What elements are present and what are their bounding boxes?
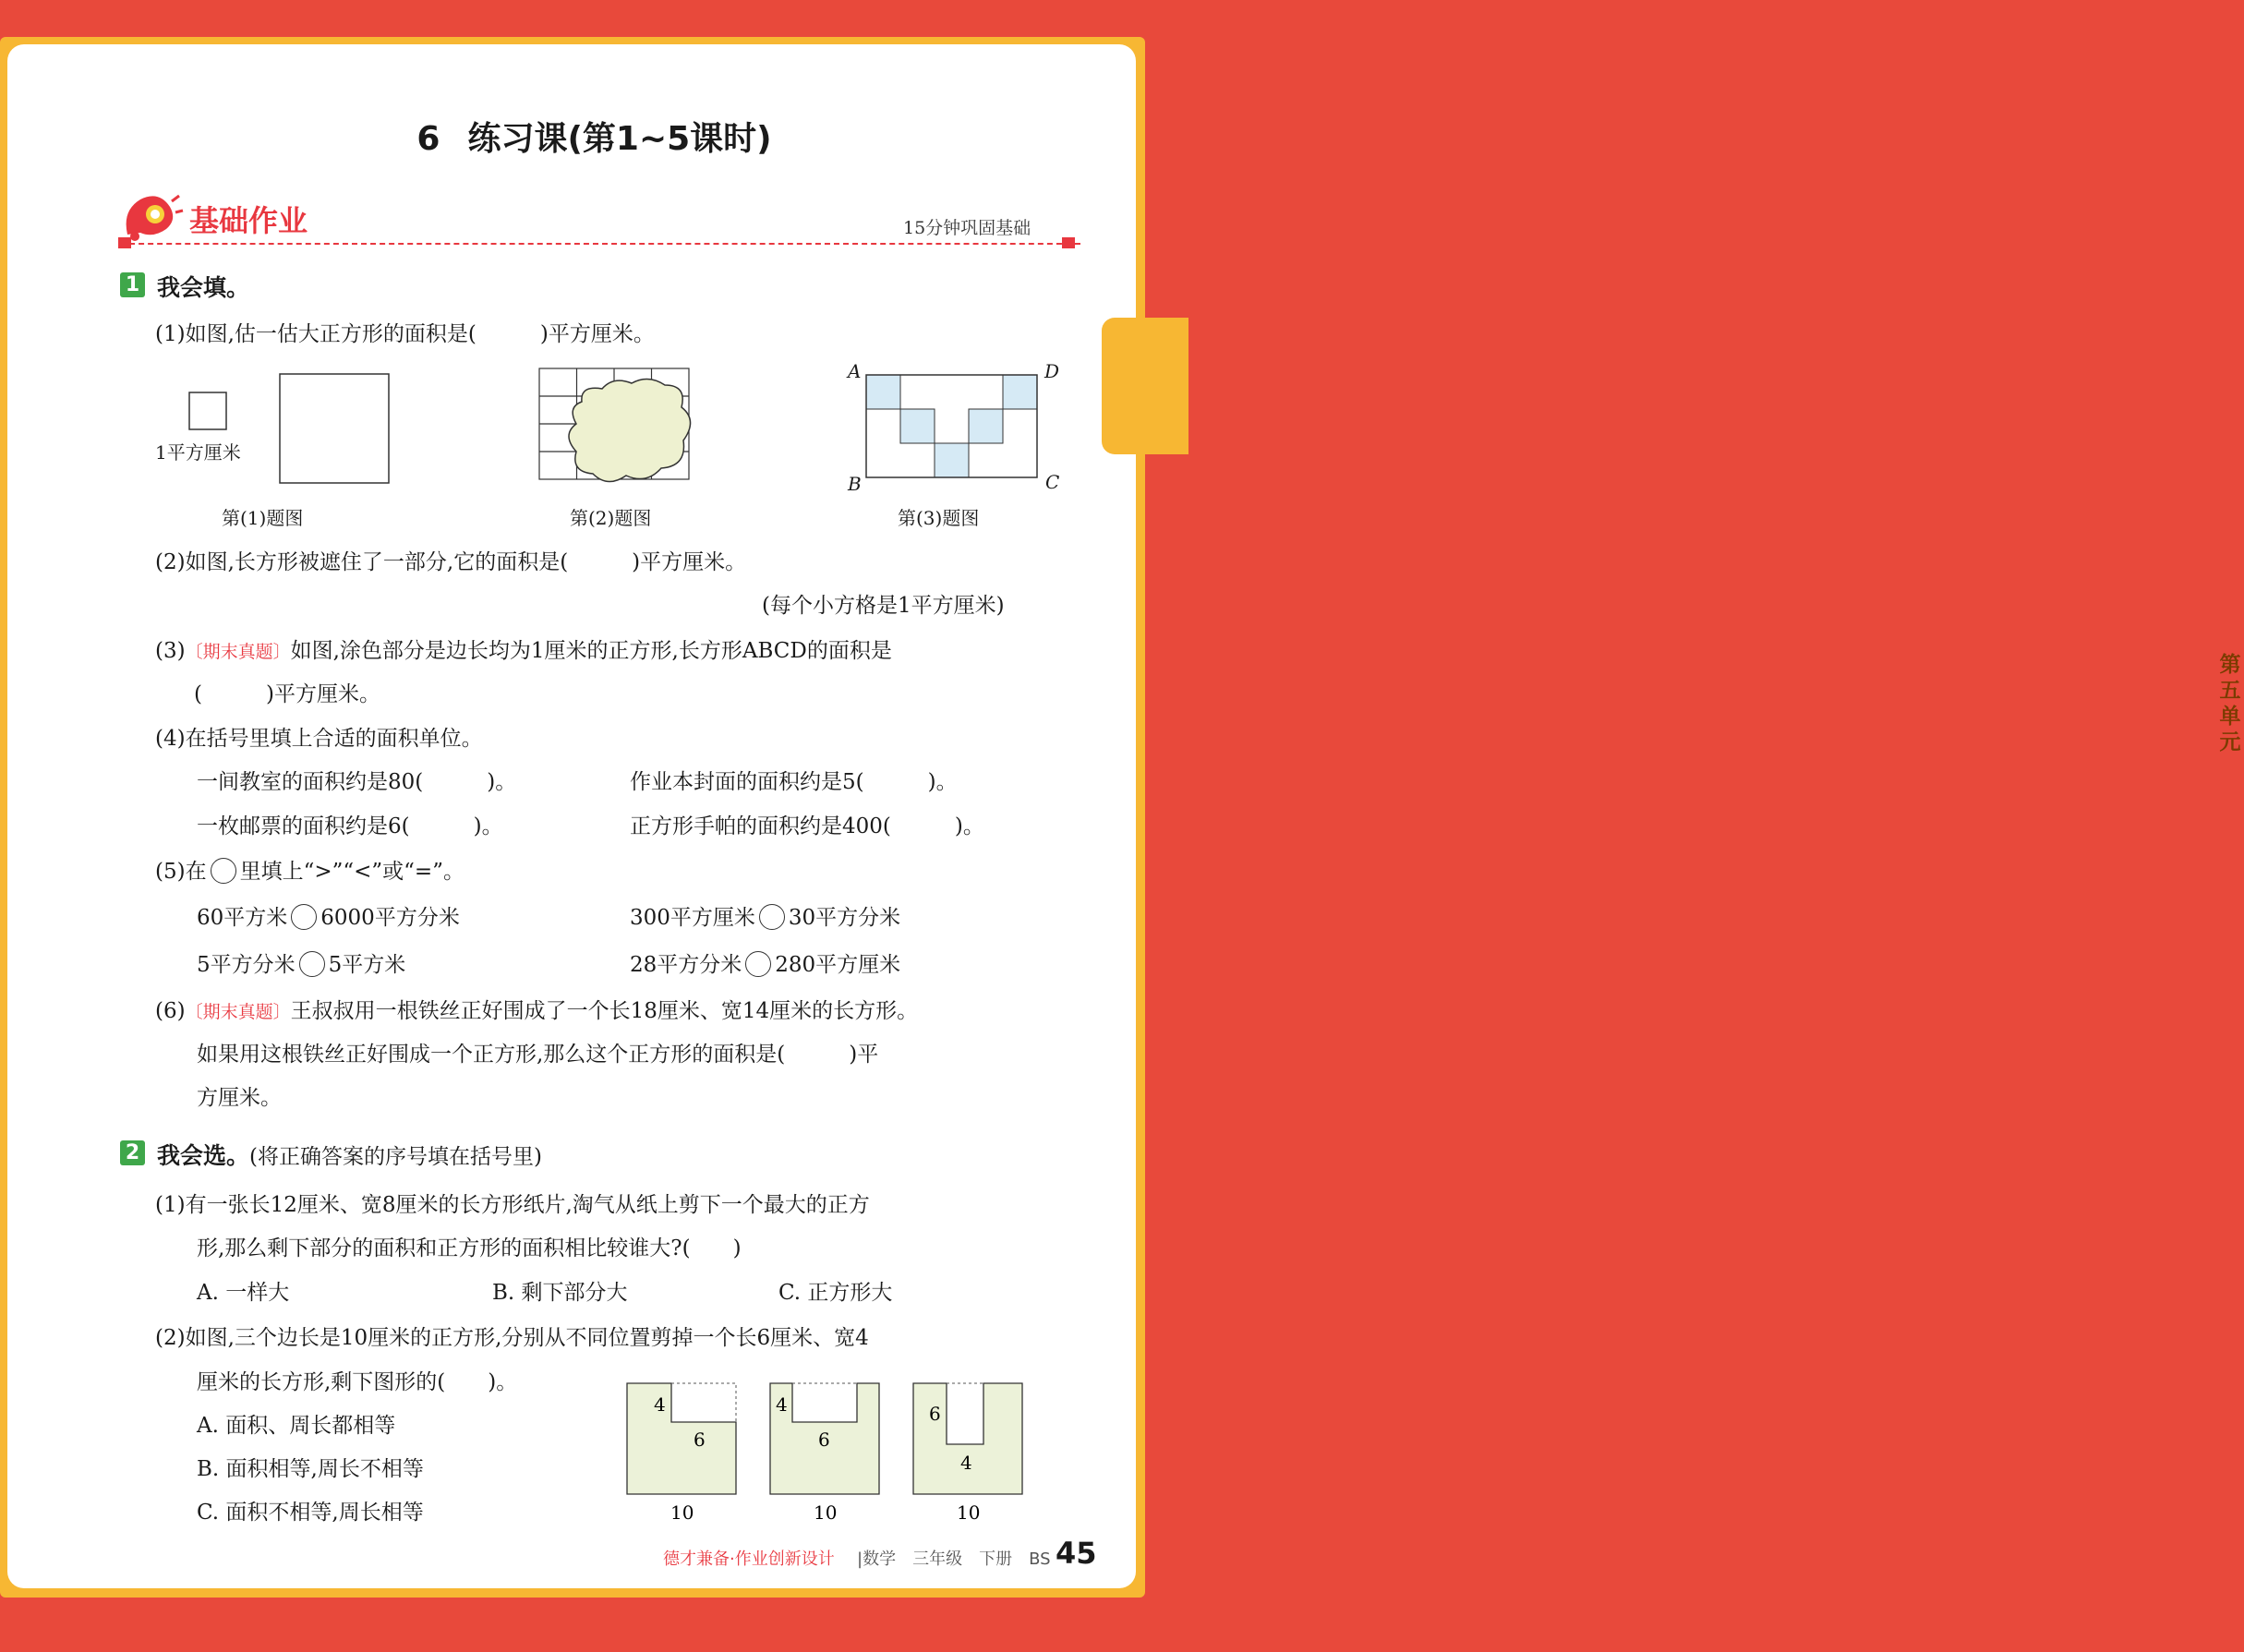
figure-3-rectangle (845, 360, 1048, 499)
q2-part-2-line-2: 厘米的长方形,剩下图形的( )。 (197, 1370, 518, 1394)
q1-part-2: (2)如图,长方形被遮住了一部分,它的面积是( )平方厘米。 (155, 550, 747, 574)
footer-book-info: |数学 三年级 下册 BS (857, 1550, 1051, 1569)
q2-part-2-option-c[interactable]: C. 面积不相等,周长相等 (197, 1501, 424, 1525)
lesson-number: 6 (416, 120, 440, 158)
q2-part-1-option-b[interactable]: B. 剩下部分大 (492, 1281, 628, 1305)
answer-circle[interactable] (745, 951, 771, 977)
q2-part-2-option-b[interactable]: B. 面积相等,周长不相等 (197, 1457, 424, 1481)
q1-part-6: (6)〔期末真题〕王叔叔用一根铁丝正好围成了一个长18厘米、宽14厘米的长方形。 (155, 999, 919, 1023)
fig-3-bottom-label: 10 (957, 1501, 981, 1524)
question-2-heading: 我会选。(将正确答案的序号填在括号里) (157, 1142, 542, 1169)
fig-1-height-label: 4 (654, 1393, 666, 1416)
question-1-heading: 我会填。 (157, 274, 250, 301)
fig-2-width-label: 6 (818, 1429, 830, 1451)
unit-side-tab-label: 第五单元 (2219, 653, 2241, 754)
q2-part-1-option-a[interactable]: A. 一样大 (197, 1281, 290, 1305)
fig-2-bottom-label: 10 (814, 1501, 838, 1524)
q2-part-1-line-1: (1)有一张长12厘米、宽8厘米的长方形纸片,淘气从纸上剪下一个最大的正方 (155, 1193, 870, 1217)
figure-2-grid (536, 365, 720, 503)
lesson-title-text: 练习课(第1~5课时) (467, 120, 772, 158)
q2-figures (619, 1376, 1034, 1524)
compare-circle-icon (211, 858, 236, 884)
cut-square-figure-2 (770, 1383, 879, 1524)
answer-circle[interactable] (291, 904, 317, 930)
section-divider (120, 243, 1080, 245)
figure-3-caption: 第(3)题图 (898, 507, 980, 529)
bell-icon (120, 192, 185, 244)
q2-part-1-line-2: 形,那么剩下部分的面积和正方形的面积相比较谁大?( ) (197, 1236, 742, 1260)
footer-brand: 德才兼备·作业创新设计 (663, 1550, 835, 1569)
cut-square-figure-3 (913, 1383, 1022, 1524)
page-number: 45 (1056, 1536, 1097, 1571)
answer-circle[interactable] (759, 904, 785, 930)
q1-part-3: (3)〔期末真题〕如图,涂色部分是边长均为1厘米的正方形,长方形ABCD的面积是 (155, 639, 892, 663)
fig-2-height-label: 4 (776, 1393, 788, 1416)
figure-1-caption: 第(1)题图 (222, 507, 304, 529)
q1-part-6-line-2: 如果用这根铁丝正好围成一个正方形,那么这个正方形的面积是( )平 (197, 1043, 879, 1067)
section-title: 基础作业 (189, 203, 308, 238)
q1-part-5-b: 300平方厘米 30平方分米 (630, 906, 901, 930)
q1-part-5-d: 28平方分米 280平方厘米 (630, 953, 901, 977)
q1-part-6-line-3: 方厘米。 (197, 1086, 282, 1110)
q2-part-2-line-1: (2)如图,三个边长是10厘米的正方形,分别从不同位置剪掉一个长6厘米、宽4 (155, 1326, 869, 1350)
q1-part-5-a: 60平方米 6000平方分米 (197, 906, 460, 930)
question-2-badge: 2 (120, 1140, 145, 1165)
cut-square-figure-1 (627, 1383, 736, 1524)
exam-tag: 〔期末真题〕 (185, 1002, 291, 1022)
q1-part-4-d: 正方形手帕的面积约是400( )。 (630, 814, 984, 838)
q1-part-4-a: 一间教室的面积约是80( )。 (197, 770, 517, 794)
q1-part-5-c: 5平方分米 5平方米 (197, 953, 406, 977)
fig-1-width-label: 6 (694, 1429, 706, 1451)
fig-1-bottom-label: 10 (670, 1501, 694, 1524)
q1-part-4: (4)在括号里填上合适的面积单位。 (155, 727, 483, 751)
answer-circle[interactable] (299, 951, 325, 977)
figure-3-label-a: A (848, 360, 862, 382)
figure-3-label-b: B (848, 473, 862, 495)
q2-part-1-option-c[interactable]: C. 正方形大 (778, 1281, 893, 1305)
fig-3-width-label: 4 (960, 1452, 972, 1474)
q1-part-2-note: (每个小方格是1平方厘米) (762, 594, 1005, 618)
q1-part-4-b: 作业本封面的面积约是5( )。 (630, 770, 958, 794)
figure-1-unit-label: 1平方厘米 (155, 441, 241, 464)
exam-tag: 〔期末真题〕 (185, 642, 291, 662)
section-note: 15分钟巩固基础 (903, 218, 1032, 238)
q1-part-4-c: 一枚邮票的面积约是6( )。 (197, 814, 503, 838)
q2-part-2-option-a[interactable]: A. 面积、周长都相等 (197, 1414, 396, 1438)
question-1-badge: 1 (120, 272, 145, 297)
figure-3-label-d: D (1044, 360, 1060, 382)
figure-2-caption: 第(2)题图 (570, 507, 652, 529)
figure-3-label-c: C (1045, 471, 1060, 493)
fig-3-height-label: 6 (929, 1403, 941, 1425)
q1-part-1: (1)如图,估一估大正方形的面积是( )平方厘米。 (155, 322, 655, 346)
q1-part-5: (5)在 里填上“>”“<”或“=”。 (155, 860, 464, 884)
q1-part-3-continued: ( )平方厘米。 (194, 682, 380, 706)
lesson-title (0, 113, 1188, 160)
